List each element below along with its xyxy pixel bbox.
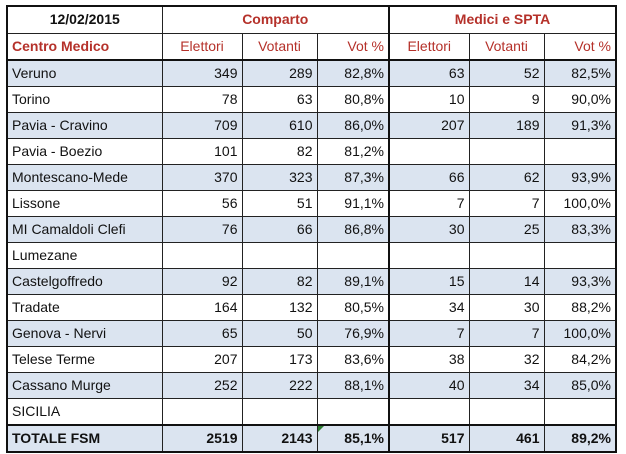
header-row-columns <box>7 33 616 60</box>
comparto-votanti-cell: 289 <box>242 60 317 87</box>
comparto-vot-cell: 83,6% <box>317 346 389 372</box>
medici-votanti-cell <box>469 138 544 164</box>
col-centro-medico: Centro Medico <box>7 33 162 60</box>
comparto-elettori-cell: 252 <box>162 372 242 398</box>
medici-elettori-cell: 63 <box>389 60 469 87</box>
election-table <box>6 5 617 453</box>
table-row <box>7 372 616 398</box>
medici-elettori-cell: 7 <box>389 190 469 216</box>
centro-medico-cell: Lumezane <box>7 242 162 268</box>
medici-votanti-cell: 30 <box>469 294 544 320</box>
group-medici-header: Medici e SPTA <box>389 6 616 33</box>
comparto-elettori-cell: 92 <box>162 268 242 294</box>
centro-medico-cell: Montescano-Mede <box>7 164 162 190</box>
comparto-vot-cell: 86,0% <box>317 112 389 138</box>
comparto-votanti-cell: 323 <box>242 164 317 190</box>
medici-vot-cell: 84,2% <box>544 346 616 372</box>
medici-votanti-cell: 14 <box>469 268 544 294</box>
table-row <box>7 112 616 138</box>
table-row <box>7 320 616 346</box>
medici-votanti-cell: 9 <box>469 86 544 112</box>
table-row <box>7 86 616 112</box>
comparto-elettori-cell: 709 <box>162 112 242 138</box>
comparto-vot-cell: 87,3% <box>317 164 389 190</box>
comparto-elettori-cell: 101 <box>162 138 242 164</box>
comparto-vot-cell <box>317 398 389 425</box>
medici-elettori-cell: 15 <box>389 268 469 294</box>
table-row <box>7 164 616 190</box>
centro-medico-cell: Veruno <box>7 60 162 87</box>
comparto-vot-cell: 91,1% <box>317 190 389 216</box>
centro-medico-cell: MI Camaldoli Clefi <box>7 216 162 242</box>
comparto-votanti-cell: 50 <box>242 320 317 346</box>
centro-medico-cell: Torino <box>7 86 162 112</box>
comparto-elettori-cell: 207 <box>162 346 242 372</box>
medici-vot-cell: 93,3% <box>544 268 616 294</box>
medici-elettori-cell <box>389 138 469 164</box>
centro-medico-cell: Castelgoffredo <box>7 268 162 294</box>
comparto-elettori-cell <box>162 398 242 425</box>
medici-elettori-cell: 66 <box>389 164 469 190</box>
comparto-elettori-cell: 370 <box>162 164 242 190</box>
medici-vot-cell <box>544 242 616 268</box>
medici-vot-cell: 85,0% <box>544 372 616 398</box>
comparto-votanti-cell: 132 <box>242 294 317 320</box>
table-row <box>7 138 616 164</box>
medici-votanti-cell: 32 <box>469 346 544 372</box>
centro-medico-cell: Pavia - Boezio <box>7 138 162 164</box>
col-medici-elettori: Elettori <box>389 33 469 60</box>
centro-medico-cell: Genova - Nervi <box>7 320 162 346</box>
medici-votanti-cell: 25 <box>469 216 544 242</box>
medici-vot-cell: 91,3% <box>544 112 616 138</box>
medici-votanti-cell <box>469 398 544 425</box>
table-row <box>7 216 616 242</box>
comparto-elettori-cell: 65 <box>162 320 242 346</box>
comparto-vot-cell: 86,8% <box>317 216 389 242</box>
date-cell: 12/02/2015 <box>7 6 162 33</box>
medici-elettori-cell: 34 <box>389 294 469 320</box>
header-row-groups <box>7 6 616 33</box>
col-medici-vot: Vot % <box>544 33 616 60</box>
centro-medico-cell: SICILIA <box>7 398 162 425</box>
comparto-vot-cell: 80,5% <box>317 294 389 320</box>
col-comparto-elettori: Elettori <box>162 33 242 60</box>
centro-medico-cell: Lissone <box>7 190 162 216</box>
centro-medico-cell: Tradate <box>7 294 162 320</box>
comparto-vot-cell: 76,9% <box>317 320 389 346</box>
table-row <box>7 190 616 216</box>
medici-vot-cell: 89,2% <box>544 425 616 452</box>
comparto-elettori-cell: 164 <box>162 294 242 320</box>
medici-elettori-cell: 30 <box>389 216 469 242</box>
centro-medico-cell: TOTALE FSM <box>7 425 162 452</box>
medici-elettori-cell: 10 <box>389 86 469 112</box>
group-comparto-header: Comparto <box>162 6 389 33</box>
medici-votanti-cell: 62 <box>469 164 544 190</box>
comparto-vot-cell: 85,1% <box>317 425 389 452</box>
centro-medico-cell: Telese Terme <box>7 346 162 372</box>
medici-votanti-cell: 7 <box>469 320 544 346</box>
comparto-elettori-cell: 76 <box>162 216 242 242</box>
comparto-votanti-cell: 66 <box>242 216 317 242</box>
medici-elettori-cell <box>389 398 469 425</box>
medici-vot-cell: 90,0% <box>544 86 616 112</box>
comparto-elettori-cell: 2519 <box>162 425 242 452</box>
comparto-votanti-cell <box>242 398 317 425</box>
comparto-votanti-cell: 82 <box>242 138 317 164</box>
medici-elettori-cell: 517 <box>389 425 469 452</box>
comparto-votanti-cell: 63 <box>242 86 317 112</box>
centro-medico-cell: Cassano Murge <box>7 372 162 398</box>
comparto-vot-cell: 81,2% <box>317 138 389 164</box>
medici-vot-cell: 100,0% <box>544 320 616 346</box>
table-row <box>7 346 616 372</box>
medici-votanti-cell: 34 <box>469 372 544 398</box>
comparto-votanti-cell: 610 <box>242 112 317 138</box>
medici-vot-cell <box>544 398 616 425</box>
comparto-elettori-cell: 78 <box>162 86 242 112</box>
total-row <box>7 425 616 452</box>
table-row <box>7 268 616 294</box>
comparto-vot-cell <box>317 242 389 268</box>
medici-votanti-cell <box>469 242 544 268</box>
medici-vot-cell: 100,0% <box>544 190 616 216</box>
comparto-votanti-cell: 51 <box>242 190 317 216</box>
comparto-vot-cell: 89,1% <box>317 268 389 294</box>
table-row <box>7 242 616 268</box>
medici-elettori-cell: 38 <box>389 346 469 372</box>
medici-elettori-cell: 40 <box>389 372 469 398</box>
col-comparto-votanti: Votanti <box>242 33 317 60</box>
medici-votanti-cell: 189 <box>469 112 544 138</box>
table-row <box>7 398 616 425</box>
comparto-vot-cell: 82,8% <box>317 60 389 87</box>
medici-votanti-cell: 461 <box>469 425 544 452</box>
comparto-votanti-cell: 173 <box>242 346 317 372</box>
comparto-votanti-cell: 2143 <box>242 425 317 452</box>
medici-vot-cell: 83,3% <box>544 216 616 242</box>
medici-elettori-cell: 207 <box>389 112 469 138</box>
table-row <box>7 60 616 87</box>
medici-vot-cell: 93,9% <box>544 164 616 190</box>
comparto-elettori-cell: 56 <box>162 190 242 216</box>
table-row <box>7 294 616 320</box>
medici-votanti-cell: 7 <box>469 190 544 216</box>
comparto-elettori-cell: 349 <box>162 60 242 87</box>
medici-elettori-cell: 7 <box>389 320 469 346</box>
medici-elettori-cell <box>389 242 469 268</box>
centro-medico-cell: Pavia - Cravino <box>7 112 162 138</box>
comparto-vot-cell: 88,1% <box>317 372 389 398</box>
medici-vot-cell: 82,5% <box>544 60 616 87</box>
comparto-elettori-cell <box>162 242 242 268</box>
col-medici-votanti: Votanti <box>469 33 544 60</box>
medici-vot-cell <box>544 138 616 164</box>
comparto-votanti-cell <box>242 242 317 268</box>
medici-vot-cell: 88,2% <box>544 294 616 320</box>
comparto-votanti-cell: 222 <box>242 372 317 398</box>
col-comparto-vot: Vot % <box>317 33 389 60</box>
comparto-votanti-cell: 82 <box>242 268 317 294</box>
comparto-vot-cell: 80,8% <box>317 86 389 112</box>
medici-votanti-cell: 52 <box>469 60 544 87</box>
